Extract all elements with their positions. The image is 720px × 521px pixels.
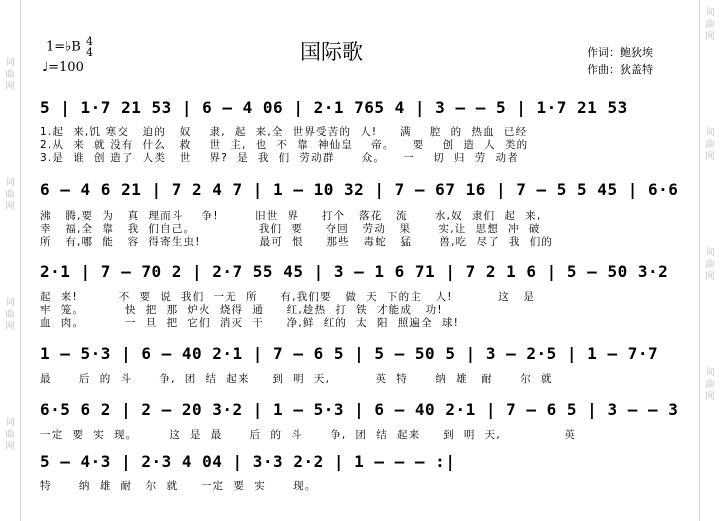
watermark-char: 网: [705, 392, 715, 402]
watermark-char: 词: [5, 418, 15, 428]
time-signature: [86, 36, 93, 58]
watermark-char: 曲: [705, 260, 715, 270]
watermark-char: 曲: [705, 140, 715, 150]
watermark-char: 曲: [705, 380, 715, 390]
watermark-char: 词: [705, 128, 715, 138]
notation-line: 5 — 4·3 | 2·3 4 04 | 3·3 2·2 | 1 — — — :|: [40, 452, 456, 471]
tempo-mark: ♩=100: [42, 60, 84, 75]
lyric-line: 起 来! 不 要 说 我们 一无 所 有,我们要 做 天 下的主 人! 这 是: [40, 291, 536, 303]
watermark-char: 网: [5, 82, 15, 92]
watermark-char: 网: [5, 202, 15, 212]
watermark-char: 曲: [705, 20, 715, 30]
key-label: 1=♭B: [46, 39, 81, 55]
watermark-char: 词: [705, 368, 715, 378]
lyric-line: 牢 笼。 快 把 那 炉火 烧得 通 红,趁热 打 铁 才能成 功!: [40, 304, 443, 316]
lyric-line: 特 纳 雄 耐 尔 就 一定 要 实 现。: [40, 480, 317, 492]
watermark-char: 网: [705, 32, 715, 42]
lyric-line: 最 后 的 斗 争, 团 结 起来 到 明 天, 英 特 纳 雄 耐 尔 就: [40, 373, 553, 385]
composer-credit: 作曲：狄盖特: [587, 63, 653, 76]
lyric-line: 2.从 来 就 没有 什么 救 世 主, 也 不 靠 神仙皇 帝。 要 创 造 人 类的: [40, 139, 529, 151]
lyric-line: 一定 要 实 现。 这 是 最 后 的 斗 争, 团 结 起来 到 明 天, 英: [40, 429, 577, 441]
watermark-char: 网: [705, 272, 715, 282]
lyricist-credit: 作词：鲍狄埃: [587, 46, 653, 59]
watermark-char: 曲: [5, 190, 15, 200]
watermark-char: 曲: [5, 310, 15, 320]
left-watermark-strip: [0, 0, 21, 521]
notation-line: 1 — 5·3 | 6 — 40 2·1 | 7 — 6 5 | 5 — 50 5 | 3 — 2·5 | 1 — 7·7: [40, 344, 659, 363]
notation-line: 2·1 | 7 — 70 2 | 2·7 55 45 | 3 — 1 6 71 | 7 2 1 6 | 5 — 50 3·2: [40, 262, 669, 281]
lyric-line: 幸 福,全 靠 我 们自己。 我们 要 夺回 劳动 果 实,让 思想 冲 破: [40, 223, 541, 235]
time-bottom: 4: [86, 46, 93, 59]
right-watermark-strip: [699, 0, 720, 521]
watermark-char: 词: [705, 248, 715, 258]
watermark-char: 网: [5, 322, 15, 332]
key-signature: [46, 36, 93, 58]
lyric-line: 沸 腾,要 为 真 理而斗 争! 旧世 界 打个 落花 流 水,奴 隶们 起 来,: [40, 210, 542, 222]
lyric-line: 所 有,哪 能 容 得寄生虫! 最可 恨 那些 毒蛇 猛 兽,吃 尽了 我 们的: [40, 236, 554, 248]
lyric-line: 1.起 来,饥 寒交 迫的 奴 隶, 起 来,全 世界受苦的 人! 满 腔 的 热血 已经: [40, 126, 528, 138]
watermark-char: 曲: [5, 70, 15, 80]
notation-line: 6 — 4 6 21 | 7 2 4 7 | 1 — 10 32 | 7 — 67 16 | 7 — 5 5 45 | 6·6: [40, 180, 679, 199]
watermark-char: 词: [5, 58, 15, 68]
watermark-char: 词: [5, 178, 15, 188]
lyric-line: 3.是 谁 创 造了 人类 世 界? 是 我 们 劳动群 众。 一 切 归 劳 动者: [40, 152, 519, 164]
watermark-char: 网: [705, 152, 715, 162]
notation-line: 5 | 1·7 21 53 | 6 — 4 06 | 2·1 765 4 | 3 — — 5 | 1·7 21 53: [40, 98, 628, 117]
watermark-char: 词: [5, 298, 15, 308]
watermark-char: 网: [5, 442, 15, 452]
watermark-char: 词: [705, 8, 715, 18]
notation-line: 6·5 6 2 | 2 — 20 3·2 | 1 — 5·3 | 6 — 40 2·1 | 7 — 6 5 | 3 — — 3: [40, 400, 679, 419]
watermark-char: 曲: [5, 430, 15, 440]
song-title: 国际歌: [300, 40, 363, 64]
lyric-line: 血 肉。 一 旦 把 它们 消灭 干 净,鲜 红的 太 阳 照遍全 球!: [40, 317, 460, 329]
time-top: 4: [86, 35, 93, 48]
